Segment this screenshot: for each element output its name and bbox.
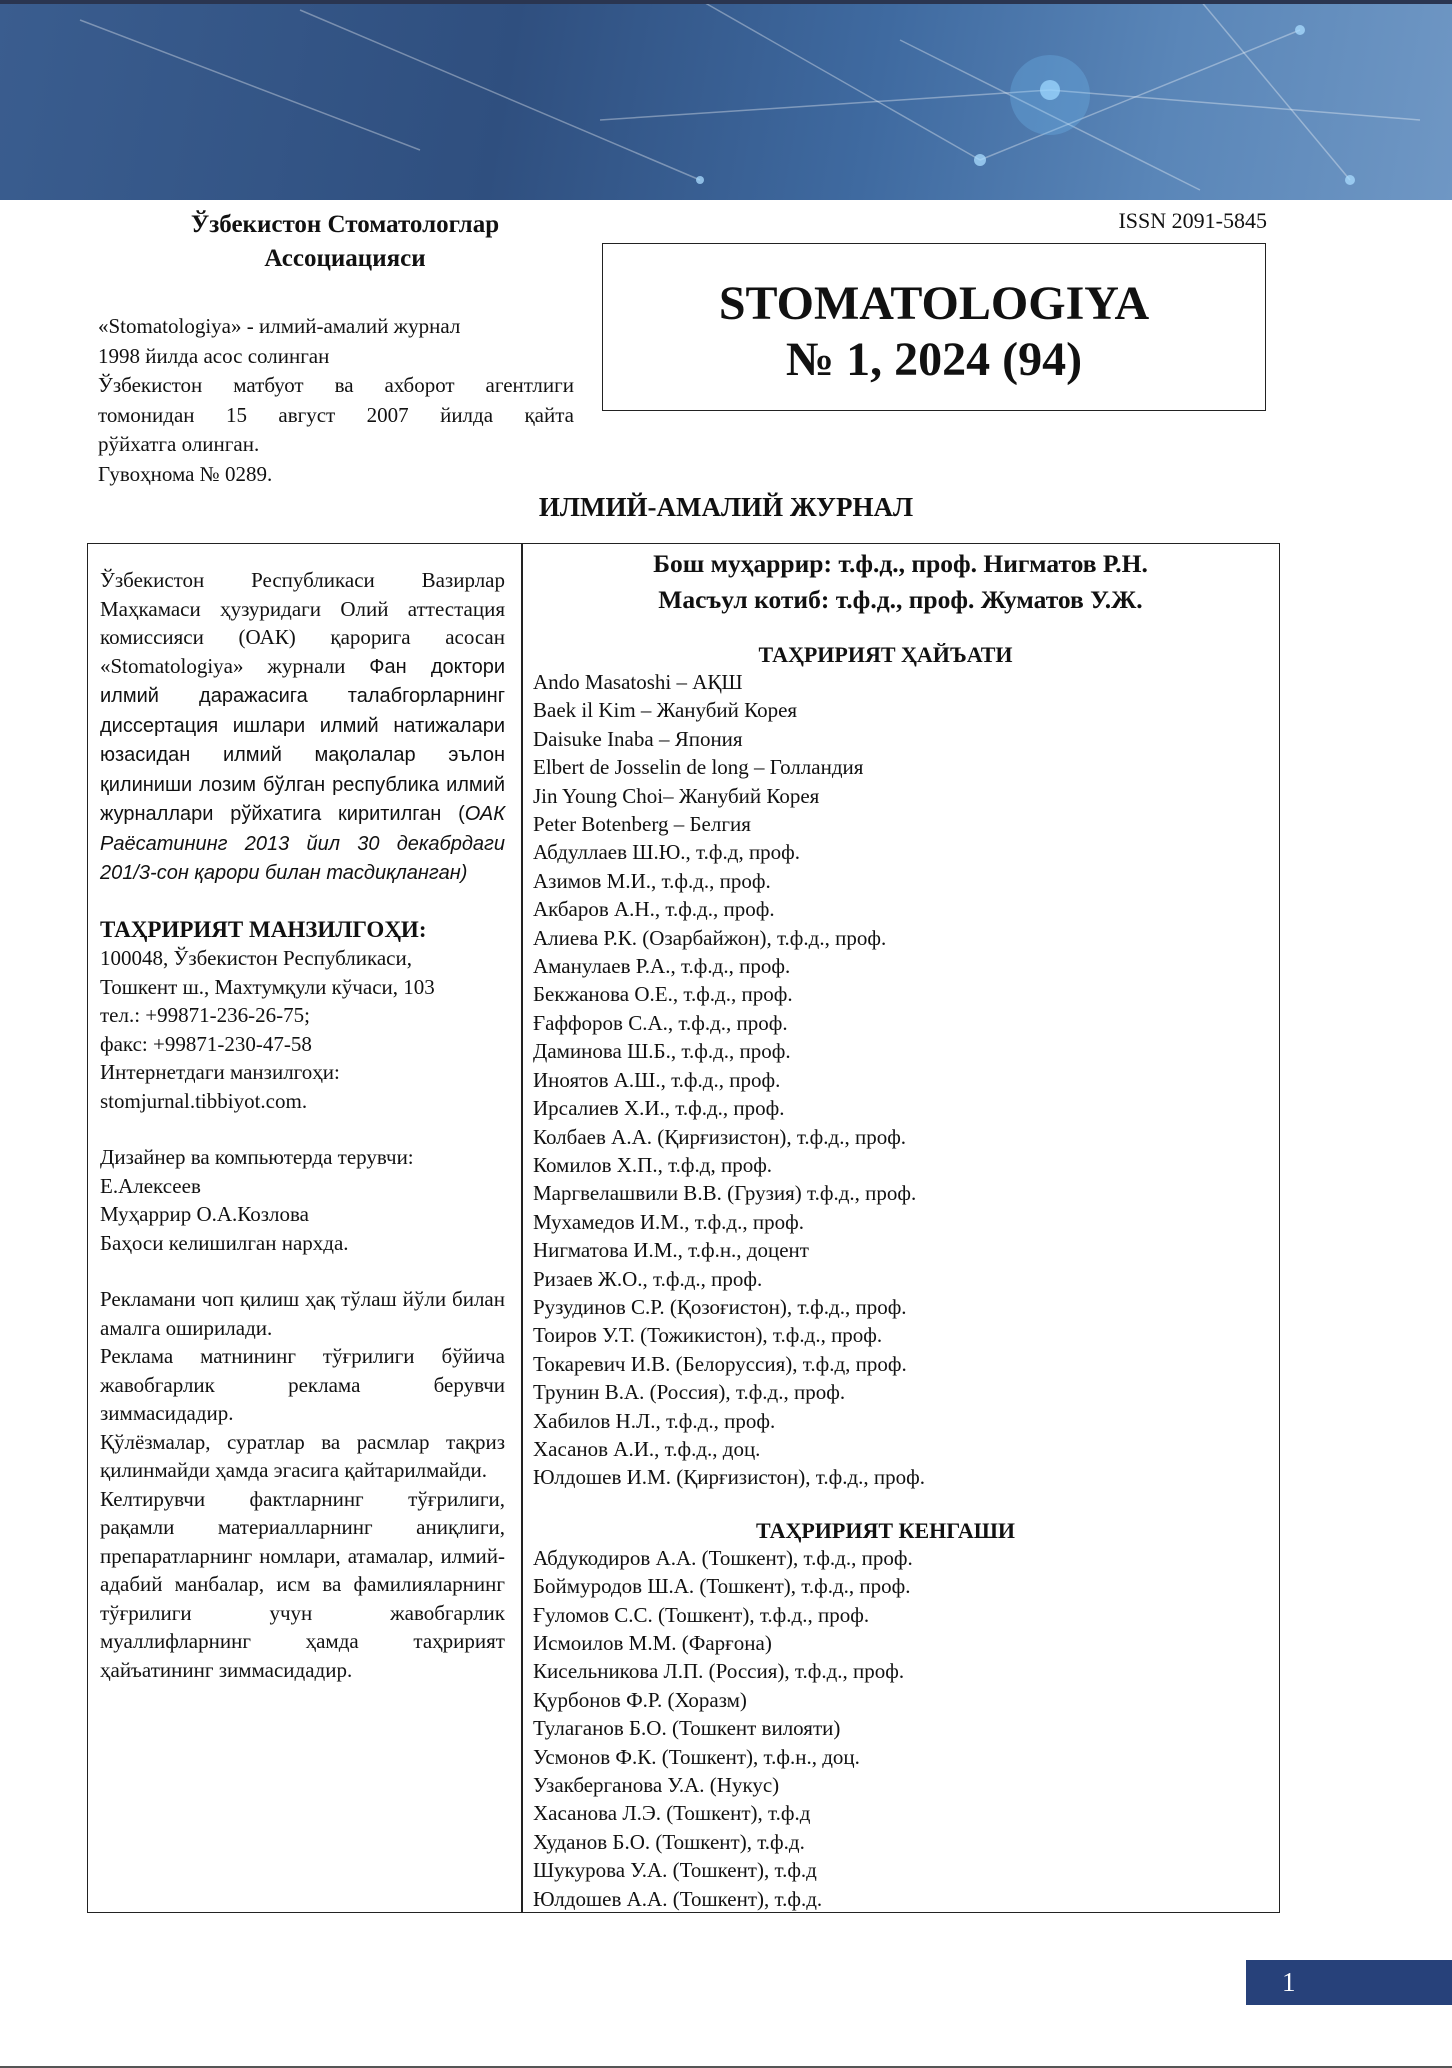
board-list xyxy=(533,668,1268,1492)
issue-number: № 1, 2024 (94) xyxy=(785,333,1083,386)
member-entry: Боймуродов Ш.А. (Тошкент), т.ф.д., проф. xyxy=(533,1574,911,1599)
member-entry: Юлдошев А.А. (Тошкент), т.ф.д. xyxy=(533,1886,823,1911)
member-entry: Маргвелашвили В.В. (Грузия) т.ф.д., проф. xyxy=(533,1181,917,1206)
address-line: Тошкент ш., Махтумқули кўчаси, 103 xyxy=(100,974,435,999)
left-column xyxy=(100,566,505,1684)
member-entry: Усмонов Ф.К. (Тошкент), т.ф.н., доц. xyxy=(533,1744,860,1769)
ad-block xyxy=(100,1285,505,1684)
member-entry: Қурбонов Ф.Р. (Хоразм) xyxy=(533,1687,747,1712)
member-entry: Абдукодиров А.А. (Тошкент), т.ф.д., проф. xyxy=(533,1545,913,1570)
member-entry: Шукурова У.А. (Тошкент), т.ф.д xyxy=(533,1858,817,1883)
member-entry: Азимов М.И., т.ф.д., проф. xyxy=(533,868,771,893)
address-line: 100048, Ўзбекистон Республикаси, xyxy=(100,946,412,970)
ad-paragraph: Қўлёзмалар, суратлар ва расмлар тақриз қилинмайди ҳамда эгасига қайтарилмайди. xyxy=(100,1429,505,1482)
oak-statement xyxy=(100,566,505,888)
header-banner-image xyxy=(0,0,1452,200)
intro-line: томонидан 15 август 2007 йилда қайта xyxy=(98,402,574,427)
member-entry: Абдуллаев Ш.Ю., т.ф.д, проф. xyxy=(533,840,801,865)
editorial-table xyxy=(87,543,1280,1913)
member-entry: Кисельникова Л.П. (Россия), т.ф.д., проф. xyxy=(533,1659,905,1684)
member-entry: Алиева Р.К. (Озарбайжон), т.ф.д., проф. xyxy=(533,925,887,950)
intro-line: рўйхатга олинган. xyxy=(98,432,260,456)
issn-number: ISSN 2091-5845 xyxy=(1118,208,1267,233)
member-entry: Baek il Kim – Жанубий Корея xyxy=(533,698,798,723)
member-entry: Юлдошев И.М. (Қирғизистон), т.ф.д., проф. xyxy=(533,1465,926,1490)
member-entry: Peter Botenberg – Белгия xyxy=(533,812,751,837)
oak-text: Ўзбекистон Республикаси Вазирлар Маҳкамаси ҳузуридаги Олий аттестация комиссияси (ОАК) қарорига асосан «Stomatologiya» журнали xyxy=(100,568,505,678)
designer-line: Дизайнер ва компьютерда терувчи: xyxy=(100,1145,414,1169)
intro-line: Ўзбекистон матбуот ва ахборот агентлиги xyxy=(98,373,574,397)
intro-line: Гувоҳнома № 0289. xyxy=(98,461,273,486)
member-entry: Ando Masatoshi – АҚШ xyxy=(533,670,743,694)
member-entry: Хасанов А.И., т.ф.д., доц. xyxy=(533,1436,761,1461)
oak-text-italic: ОАК Раёсатининг 2013 йил 30 декабрдаги 201/3-сон қарори билан тасдиқланган) xyxy=(100,803,505,884)
member-entry: Elbert de Josselin de long – Голландия xyxy=(533,755,864,780)
address-heading: ТАҲРИРИЯТ МАНЗИЛГОҲИ: xyxy=(100,916,427,942)
intro-line: «Stomatologiya» - илмий-амалий журнал xyxy=(98,314,461,338)
column-divider xyxy=(521,544,523,1912)
member-entry: Ғаффоров С.А., т.ф.д., проф. xyxy=(533,1010,788,1035)
member-entry: Токаревич И.В. (Белоруссия), т.ф.д, проф. xyxy=(533,1351,907,1376)
designer-block xyxy=(100,1143,505,1257)
member-entry: Рузудинов С.Р. (Қозоғистон), т.ф.д., проф. xyxy=(533,1294,907,1319)
address-block xyxy=(100,944,505,1115)
journal-intro xyxy=(98,312,574,489)
member-entry: Ирсалиев Х.И., т.ф.д., проф. xyxy=(533,1096,785,1121)
member-entry: Тулаганов Б.О. (Тошкент вилояти) xyxy=(533,1716,841,1741)
address-line: факс: +99871-230-47-58 xyxy=(100,1031,312,1056)
oak-text-sans: Фан доктори илмий даражасига талабгорларнинг диссертация ишлари илмий натижалари юзасидан илмий мақолалар эълон қилиниши лозим бўлган республика илмий журналлари рўйхатига киритилган ( xyxy=(100,655,505,825)
member-entry: Тоиров У.Т. (Тожикистон), т.ф.д., проф. xyxy=(533,1323,883,1348)
right-column xyxy=(533,544,1268,1913)
member-entry: Акбаров А.Н., т.ф.д., проф. xyxy=(533,897,775,922)
member-entry: Ризаев Ж.О., т.ф.д., проф. xyxy=(533,1266,763,1291)
member-entry: Jin Young Choi– Жанубий Корея xyxy=(533,783,820,808)
editors-block xyxy=(533,546,1268,618)
chief-editor: Бош муҳаррир: т.ф.д., проф. Нигматов Р.Н. xyxy=(653,549,1148,578)
member-entry: Трунин В.А. (Россия), т.ф.д., проф. xyxy=(533,1380,846,1405)
member-entry: Аманулаев Р.А., т.ф.д., проф. xyxy=(533,954,791,979)
designer-line: Баҳоси келишилган нархда. xyxy=(100,1230,349,1255)
member-entry: Ғуломов С.С. (Тошкент), т.ф.д., проф. xyxy=(533,1602,870,1627)
member-entry: Даминова Ш.Б., т.ф.д., проф. xyxy=(533,1039,791,1064)
member-entry: Колбаев А.А. (Қирғизистон), т.ф.д., проф. xyxy=(533,1124,907,1149)
member-entry: Худанов Б.О. (Тошкент), т.ф.д. xyxy=(533,1829,805,1854)
website-link[interactable]: stomjurnal.tibbiyot.com. xyxy=(100,1088,308,1113)
executive-secretary: Масъул котиб: т.ф.д., проф. Жуматов У.Ж. xyxy=(658,585,1143,614)
member-entry: Хасанова Л.Э. (Тошкент), т.ф.д xyxy=(533,1801,811,1826)
designer-line: Е.Алексеев xyxy=(100,1173,201,1198)
network-graphic xyxy=(0,0,1452,200)
address-line: Интернетдаги манзилгоҳи: xyxy=(100,1060,340,1084)
ad-paragraph: Рекламани чоп қилиш ҳақ тўлаш йўли билан амалга оширилади. xyxy=(100,1287,505,1340)
member-entry: Бекжанова О.Е., т.ф.д., проф. xyxy=(533,982,793,1007)
designer-line: Муҳаррир О.А.Козлова xyxy=(100,1202,309,1226)
council-list xyxy=(533,1544,1268,1913)
member-entry: Комилов Х.П., т.ф.д, проф. xyxy=(533,1152,773,1177)
page-number: 1 xyxy=(1246,1960,1452,2005)
member-entry: Узакберганова У.А. (Нукус) xyxy=(533,1773,780,1798)
member-entry: Нигматова И.М., т.ф.н., доцент xyxy=(533,1238,809,1263)
board-title: ТАҲРИРИЯТ ҲАЙЪАТИ xyxy=(758,642,1013,667)
intro-line: 1998 йилда асос солинган xyxy=(98,343,330,368)
member-entry: Мухамедов И.М., т.ф.д., проф. xyxy=(533,1209,804,1234)
address-line: тел.: +99871-236-26-75; xyxy=(100,1003,310,1027)
journal-type-heading: ИЛМИЙ-АМАЛИЙ ЖУРНАЛ xyxy=(538,492,914,522)
journal-title-box xyxy=(602,243,1266,411)
council-title: ТАҲРИРИЯТ КЕНГАШИ xyxy=(755,1517,1015,1543)
member-entry: Иноятов А.Ш., т.ф.д., проф. xyxy=(533,1067,781,1092)
member-entry: Daisuke Inaba – Япония xyxy=(533,726,743,751)
ad-paragraph: Реклама матнининг тўғрилиги бўйича жавобгарлик реклама берувчи зиммасидадир. xyxy=(100,1344,505,1425)
ad-paragraph: Келтирувчи фактларнинг тўғрилиги, рақамли материалларнинг аниқлиги, препаратларнинг номлари, атамалар, илмий-адабий манбалар, исм ва фамилияларнинг тўғрилиги учун жавобгарлик муаллифларнинг ҳамда таҳририят ҳайъатининг зиммасидадир. xyxy=(100,1486,505,1682)
journal-title: STOMATOLOGIYA xyxy=(718,277,1150,330)
association-name: Ўзбекистон Стоматологлар Ассоциацияси xyxy=(190,211,500,272)
member-entry: Исмоилов М.М. (Фарғона) xyxy=(533,1631,772,1655)
member-entry: Хабилов Н.Л., т.ф.д., проф. xyxy=(533,1408,776,1433)
